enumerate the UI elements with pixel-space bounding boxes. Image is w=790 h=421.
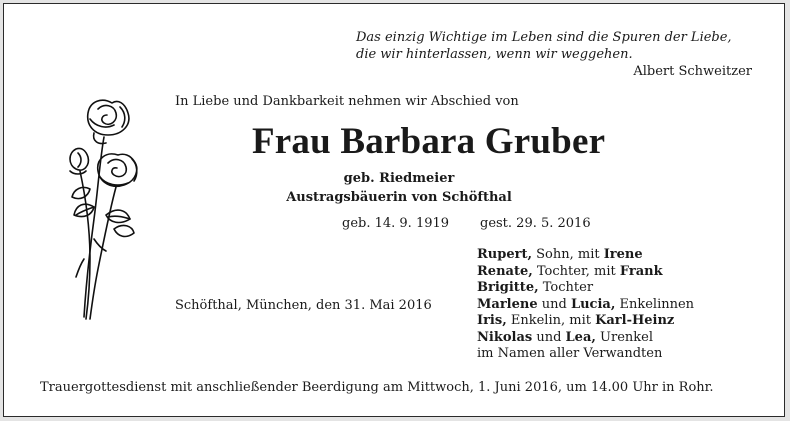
list-item — [477, 264, 694, 281]
mourner-relation: und — [532, 329, 566, 345]
intro-text: In Liebe und Dankbarkeit nehmen wir Abschied von — [175, 94, 519, 109]
death-date: gest. 29. 5. 2016 — [480, 216, 591, 231]
mourner-name: Nikolas — [477, 329, 533, 345]
list-item — [477, 297, 694, 314]
list-item — [477, 330, 694, 347]
mourner-suffix: Enkelinnen — [615, 296, 695, 312]
mourner-relation: und — [537, 296, 571, 312]
mourner-partner: Irene — [603, 247, 643, 262]
mourner-name: Rupert, — [477, 247, 532, 262]
quote-line-1: Das einzig Wichtige im Leben sind die Spuren der Liebe, — [356, 30, 732, 45]
mourner-partner: Frank — [619, 263, 663, 279]
mourner-partner: Karl-Heinz — [595, 313, 675, 328]
obituary-card — [3, 3, 785, 417]
rose-icon — [54, 89, 144, 324]
quote-author: Albert Schweitzer — [633, 64, 752, 79]
funeral-note: Trauergottesdienst mit anschließender Beerdigung am Mittwoch, 1. Juni 2016, um 14.00 Uhr in Rohr. — [40, 380, 714, 395]
mourner-name: Marlene — [477, 296, 538, 312]
list-item — [477, 313, 694, 330]
mourner-relation: im Namen aller Verwandten — [477, 346, 663, 361]
list-item — [477, 280, 694, 297]
list-item — [477, 346, 694, 363]
mourner-name: Brigitte, — [477, 280, 539, 295]
mourner-relation: Tochter, mit — [532, 263, 620, 279]
mourners-list — [477, 247, 694, 363]
mourner-name: Renate, — [477, 263, 533, 279]
mourner-relation: Tochter — [538, 280, 594, 295]
mourner-relation: Sohn, mit — [532, 247, 604, 262]
mourner-relation: Enkelin, mit — [506, 313, 596, 328]
mourner-suffix: Urenkel — [595, 329, 654, 345]
mourner-partner: Lea, — [565, 329, 596, 345]
quote-line-2: die wir hinterlassen, wenn wir weggehen. — [356, 47, 633, 62]
maiden-name: geb. Riedmeier — [343, 171, 455, 186]
deceased-name: Frau Barbara Gruber — [252, 121, 606, 162]
occupation: Austragsbäuerin von Schöfthal — [286, 190, 512, 205]
birth-date: geb. 14. 9. 1919 — [342, 216, 450, 231]
mourner-partner: Lucia, — [570, 296, 616, 312]
place-date: Schöfthal, München, den 31. Mai 2016 — [175, 298, 432, 313]
list-item — [477, 247, 694, 264]
mourner-name: Iris, — [477, 313, 507, 328]
